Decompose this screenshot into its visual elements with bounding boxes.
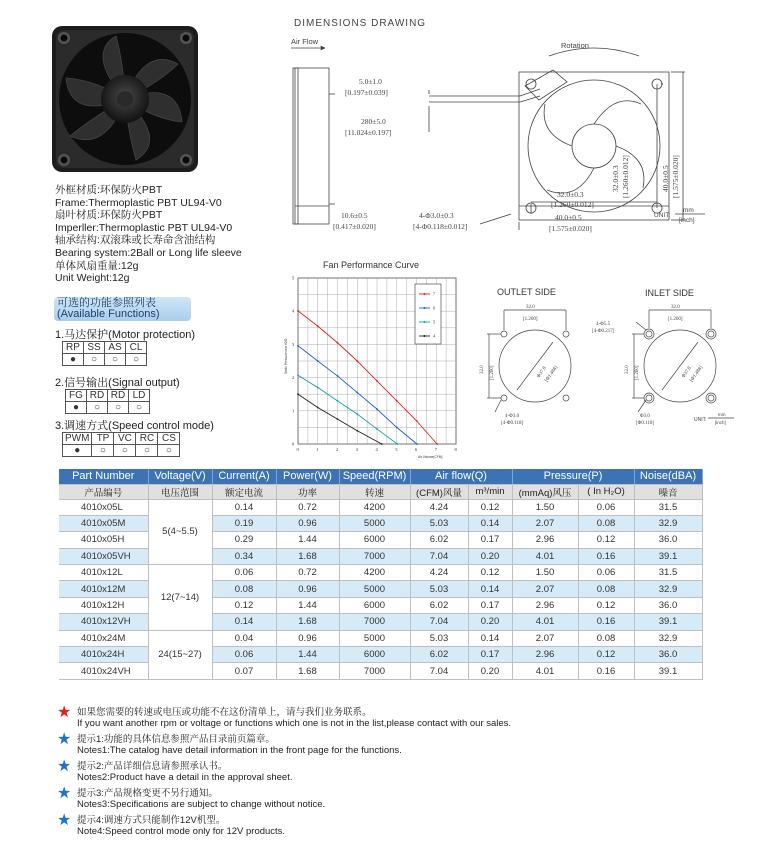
series-point-5 xyxy=(376,428,378,430)
series-point-6 xyxy=(297,345,299,347)
option-label: $\overline{RD}$ xyxy=(108,390,129,402)
table-cell: 1.68 xyxy=(276,614,339,630)
voltage-cell: 24(15~27) xyxy=(148,630,212,679)
option-label: RP xyxy=(63,342,84,354)
table-cell: 0.29 xyxy=(212,532,276,548)
subheader-cell: (mmAq)风压 xyxy=(512,484,578,499)
header-speed: Speed(RPM) xyxy=(339,469,410,484)
table-cell: 0.17 xyxy=(468,647,512,663)
outlet-hole-in: [4-Φ0.118] xyxy=(501,421,524,426)
series-point-5 xyxy=(297,374,299,376)
x-tick-label: 6 xyxy=(415,447,418,452)
y-tick-label: 0 xyxy=(292,441,295,447)
header-noise: Noise(dBA) xyxy=(634,469,702,484)
spec-line: 轴承结构:双滚珠或长寿命含油结构 xyxy=(55,234,216,247)
series-point-6 xyxy=(356,392,358,394)
dim-40-vert-in: [1.575±0.020] xyxy=(671,155,680,198)
legend-label: 7 xyxy=(433,291,436,297)
table-cell: 4.24 xyxy=(410,565,468,581)
dim-32-vert: 32.0±0.3 xyxy=(611,165,620,192)
series-point-4 xyxy=(381,443,383,445)
table-cell: 1.44 xyxy=(276,597,339,613)
spec-line: Bearing system:2Ball or Long life sleeve xyxy=(55,246,242,259)
note-item xyxy=(57,758,707,788)
outlet-side-drawing xyxy=(475,300,595,430)
series-point-7 xyxy=(376,380,378,382)
table-cell: 36.0 xyxy=(634,597,702,613)
part-number-cell: 4010x05L xyxy=(59,499,148,515)
option-label: RC xyxy=(136,433,158,445)
option-label: AS xyxy=(105,342,126,354)
available-functions-cn: 可选的功能参照列表 xyxy=(57,297,156,309)
inlet-dim-side-in: [1.260] xyxy=(635,365,640,380)
table-cell: 2.07 xyxy=(512,630,578,646)
motor-protection-table xyxy=(62,341,147,366)
option-label: CL xyxy=(126,342,147,354)
series-point-4 xyxy=(317,407,319,409)
table-cell: 5000 xyxy=(339,515,410,531)
dim-hole: 4-Φ3.0±0.3 xyxy=(419,211,454,220)
option-label: PWM xyxy=(63,433,92,445)
part-number-cell: 4010x24H xyxy=(59,647,148,663)
table-cell: 0.06 xyxy=(578,499,634,515)
y-axis-label: Static Pressure mm H2O xyxy=(284,338,288,374)
inlet-dim-top: 32.0 xyxy=(671,305,680,310)
table-cell: 0.12 xyxy=(578,647,634,663)
table-cell: 0.08 xyxy=(578,581,634,597)
dim-106: 10.6±0.5 xyxy=(341,211,368,220)
table-cell: 6000 xyxy=(339,532,410,548)
x-tick-label: 5 xyxy=(395,447,398,452)
part-number-cell: 4010x12M xyxy=(59,581,148,597)
part-number-cell: 4010x05VH xyxy=(59,548,148,564)
table-cell: 0.06 xyxy=(212,647,276,663)
series-point-7 xyxy=(337,342,339,344)
option-label: LD xyxy=(129,390,150,402)
x-tick-label: 7 xyxy=(434,447,437,452)
header-air-flow: Air flow(Q) xyxy=(410,469,512,484)
series-point-7 xyxy=(317,325,319,327)
note-item xyxy=(57,731,707,761)
notes-section xyxy=(57,704,707,842)
note-cn: 提示2:产品详细信息请参照承认书。 xyxy=(77,761,228,772)
table-cell: 4.01 xyxy=(512,663,578,679)
part-number-cell: 4010x12L xyxy=(59,565,148,581)
option-mark: ○ xyxy=(114,445,136,457)
table-cell: 4.01 xyxy=(512,548,578,564)
table-cell: 0.08 xyxy=(578,515,634,531)
table-cell: 0.14 xyxy=(212,499,276,515)
unit-mm: mm xyxy=(683,207,694,214)
option-mark: ○ xyxy=(129,402,150,414)
note-en: Notes3:Specifications are subject to change without notice. xyxy=(77,799,326,810)
material-specs xyxy=(55,184,242,285)
table-cell: 0.20 xyxy=(468,614,512,630)
header-voltage: Voltage(V) xyxy=(148,469,212,484)
table-subheader-row xyxy=(59,484,702,499)
subheader-cell: m³/min xyxy=(468,484,512,499)
dim-40-vert: 40.0±0.5 xyxy=(661,165,670,192)
subheader-cell: 电压范围 xyxy=(148,484,212,499)
table-cell: 7.04 xyxy=(410,614,468,630)
table-row xyxy=(59,630,702,646)
table-cell: 5000 xyxy=(339,581,410,597)
subheader-cell: 转速 xyxy=(339,484,410,499)
dim-280: 280±5.0 xyxy=(361,117,386,126)
table-cell: 7.04 xyxy=(410,663,468,679)
table-cell: 6.02 xyxy=(410,597,468,613)
series-point-7 xyxy=(416,420,418,422)
subheader-cell: 产品编号 xyxy=(59,484,148,499)
table-cell: 1.50 xyxy=(512,565,578,581)
table-cell: 0.12 xyxy=(578,532,634,548)
series-point-5 xyxy=(317,387,319,389)
table-row xyxy=(59,499,702,515)
spec-line: Frame:Thermoplastic PBT UL94-V0 xyxy=(55,196,222,209)
table-cell: 4200 xyxy=(339,499,410,515)
table-cell: 0.96 xyxy=(276,630,339,646)
legend-box xyxy=(415,284,441,344)
table-cell: 0.12 xyxy=(212,597,276,613)
series-point-6 xyxy=(337,375,339,377)
option-mark: ○ xyxy=(136,445,158,457)
option-mark: ○ xyxy=(87,402,108,414)
series-point-7 xyxy=(436,443,438,445)
dim-40-in: [1.575±0.020] xyxy=(549,224,592,233)
spec-line: 单体风扇重量:12g xyxy=(55,259,139,272)
outlet-dim-side: 32.0 xyxy=(480,365,485,374)
signal-output-table xyxy=(65,389,150,414)
part-number-cell: 4010x24M xyxy=(59,630,148,646)
outlet-dim-top: 32.0 xyxy=(526,305,535,310)
note-cn: 提示1:功能的具体信息参照产品目录前页篇章。 xyxy=(77,734,275,745)
table-cell: 0.06 xyxy=(578,565,634,581)
series-point-4 xyxy=(297,393,299,395)
table-cell: 0.12 xyxy=(468,499,512,515)
subheader-cell: 额定电流 xyxy=(212,484,276,499)
table-cell: 7000 xyxy=(339,548,410,564)
voltage-cell: 12(7~14) xyxy=(148,565,212,631)
table-cell: 0.14 xyxy=(468,515,512,531)
table-cell: 36.0 xyxy=(634,647,702,663)
legend-label: 6 xyxy=(433,305,436,311)
series-point-6 xyxy=(317,360,319,362)
note-cn: 提示4:调速方式只能制作12V机型。 xyxy=(77,815,226,826)
table-cell: 2.07 xyxy=(512,515,578,531)
inlet-hole-in: [Φ0.118] xyxy=(636,421,655,426)
air-flow-label: Air Flow xyxy=(291,37,319,46)
table-cell: 5.03 xyxy=(410,515,468,531)
option-label: RD xyxy=(87,390,108,402)
blue-star-icon: ★ xyxy=(57,785,72,802)
series-point-5 xyxy=(337,400,339,402)
y-tick-label: 3 xyxy=(292,341,295,347)
option-label: TP xyxy=(92,433,114,445)
subheader-cell: ( In H₂O) xyxy=(578,484,634,499)
dim-32: 32.0±0.3 xyxy=(557,190,584,199)
table-cell: 4200 xyxy=(339,565,410,581)
table-cell: 0.07 xyxy=(212,663,276,679)
dim-280-in: [11.024±0.197] xyxy=(345,128,392,137)
outlet-hole: 4-Φ3.0 xyxy=(505,414,520,419)
speed-control-title: 3.调速方式(Speed control mode) xyxy=(55,420,214,432)
x-tick-label: 1 xyxy=(316,447,319,452)
dim-106-in: [0.417±0.020] xyxy=(333,222,376,231)
header-current: Current(A) xyxy=(212,469,276,484)
rotation-label: Rotation xyxy=(561,41,589,50)
inlet-dim-top-in: [1.260] xyxy=(668,317,683,322)
legend-marker xyxy=(424,335,426,337)
option-mark: ● xyxy=(66,402,87,414)
series-point-7 xyxy=(297,310,299,312)
outlet-dim-top-in: [1.260] xyxy=(523,317,538,322)
part-number-cell: 4010x24VH xyxy=(59,663,148,679)
inlet-unit-inch: [inch] xyxy=(715,420,726,425)
table-cell: 6.02 xyxy=(410,532,468,548)
x-tick-label: 8 xyxy=(454,447,457,452)
table-cell: 39.1 xyxy=(634,663,702,679)
table-cell: 0.16 xyxy=(578,548,634,564)
table-cell: 4.01 xyxy=(512,614,578,630)
table-cell: 6.02 xyxy=(410,647,468,663)
dim-5: 5.0±1.0 xyxy=(359,77,382,86)
option-mark: ○ xyxy=(158,445,180,457)
table-cell: 4.24 xyxy=(410,499,468,515)
table-cell: 0.19 xyxy=(212,515,276,531)
table-cell: 39.1 xyxy=(634,548,702,564)
table-cell: 5000 xyxy=(339,630,410,646)
legend-label: 4 xyxy=(433,333,436,339)
table-cell: 6000 xyxy=(339,647,410,663)
table-cell: 1.44 xyxy=(276,532,339,548)
part-number-cell: 4010x12H xyxy=(59,597,148,613)
note-cn: 提示3:产品规格变更不另行通知。 xyxy=(77,788,218,799)
series-point-4 xyxy=(337,418,339,420)
legend-marker xyxy=(424,307,426,309)
inlet-side-title: INLET SIDE xyxy=(645,288,694,298)
option-mark: ● xyxy=(63,354,84,366)
note-item xyxy=(57,785,707,815)
inlet-dim-side: 32.0 xyxy=(625,365,630,374)
spec-line: Unit Weight:12g xyxy=(55,272,130,285)
series-point-7 xyxy=(356,360,358,362)
spec-line: 外框材质:环保防火PBT xyxy=(55,184,163,196)
red-star-icon: ★ xyxy=(57,704,72,721)
speed-control-table xyxy=(62,432,180,457)
inlet-dia-in: [Φ1.488] xyxy=(689,365,705,384)
table-cell: 0.96 xyxy=(276,515,339,531)
dim-hole-in: [4-Φ0.118±0.012] xyxy=(413,222,468,231)
inlet-side-drawing xyxy=(590,300,740,430)
outlet-side-title: OUTLET SIDE xyxy=(497,287,556,297)
available-functions-title xyxy=(57,298,160,320)
part-number-cell: 4010x12VH xyxy=(59,614,148,630)
inlet-hole-top-in: [4-Φ0.217] xyxy=(592,329,615,334)
table-cell: 0.16 xyxy=(578,663,634,679)
table-header-row xyxy=(59,469,702,484)
performance-curve-chart xyxy=(278,258,470,463)
table-cell: 1.68 xyxy=(276,548,339,564)
table-cell: 36.0 xyxy=(634,532,702,548)
signal-output-title: 2.信号输出(Signal output) xyxy=(55,377,180,389)
blue-star-icon: ★ xyxy=(57,812,72,829)
table-cell: 7.04 xyxy=(410,548,468,564)
series-point-4 xyxy=(356,430,358,432)
note-cn: 如果您需要的转速或电压或功能不在这份清单上，请与我们业务联系。 xyxy=(77,707,372,718)
table-cell: 0.14 xyxy=(468,581,512,597)
table-cell: 2.96 xyxy=(512,532,578,548)
table-cell: 0.12 xyxy=(578,597,634,613)
part-number-cell: 4010x05H xyxy=(59,532,148,548)
note-en: Notes2:Product have a detail in the approval sheet. xyxy=(77,772,293,783)
x-tick-label: 0 xyxy=(296,447,299,452)
table-cell: 0.12 xyxy=(468,565,512,581)
option-mark: ○ xyxy=(92,445,114,457)
table-cell: 32.9 xyxy=(634,630,702,646)
x-tick-label: 4 xyxy=(375,447,378,452)
legend-label: 5 xyxy=(433,319,436,325)
series-point-6 xyxy=(376,408,378,410)
table-cell: 0.17 xyxy=(468,532,512,548)
legend-marker xyxy=(424,321,426,323)
table-cell: 2.07 xyxy=(512,581,578,597)
available-functions-en: (Available Functions) xyxy=(57,308,160,320)
table-cell: 5.03 xyxy=(410,630,468,646)
table-cell: 1.68 xyxy=(276,663,339,679)
part-number-cell: 4010x05M xyxy=(59,515,148,531)
dim-5-in: [0.197±0.039] xyxy=(345,88,388,97)
header-part-number: Part Number xyxy=(59,469,148,484)
table-cell: 0.17 xyxy=(468,597,512,613)
table-cell: 0.20 xyxy=(468,663,512,679)
table-cell: 0.20 xyxy=(468,548,512,564)
table-cell: 31.5 xyxy=(634,499,702,515)
table-cell: 0.14 xyxy=(212,614,276,630)
option-mark: ○ xyxy=(105,354,126,366)
unit-inch: [inch] xyxy=(679,217,695,224)
option-label: FG xyxy=(66,390,87,402)
header-power: Power(W) xyxy=(276,469,339,484)
table-cell: 2.96 xyxy=(512,647,578,663)
table-cell: 5.03 xyxy=(410,581,468,597)
table-cell: 1.44 xyxy=(276,647,339,663)
option-label: SS xyxy=(84,342,105,354)
table-cell: 0.04 xyxy=(212,630,276,646)
option-mark: ○ xyxy=(126,354,147,366)
option-label: CS xyxy=(158,433,180,445)
fan-product-image xyxy=(50,24,200,174)
voltage-cell: 5(4~5.5) xyxy=(148,499,212,565)
option-label: VC xyxy=(114,433,136,445)
blue-star-icon: ★ xyxy=(57,758,72,775)
x-tick-label: 2 xyxy=(336,447,339,452)
series-point-6 xyxy=(396,427,398,429)
inlet-hole-top: 4-Φ5.5 xyxy=(596,322,611,327)
table-cell: 0.06 xyxy=(212,565,276,581)
note-en: Note4:Speed control mode only for 12V products. xyxy=(77,826,286,837)
x-axis-label: Air Volume(CFM) xyxy=(418,455,443,459)
y-tick-label: 4 xyxy=(292,308,295,314)
y-tick-label: 1 xyxy=(292,408,295,414)
table-cell: 0.16 xyxy=(578,614,634,630)
dim-32-in: [1.260±0.012] xyxy=(551,200,594,209)
y-tick-label: 2 xyxy=(292,375,295,381)
table-cell: 2.96 xyxy=(512,597,578,613)
series-point-6 xyxy=(416,443,418,445)
outlet-dia: Φ37.8 xyxy=(536,366,548,380)
inlet-dia: Φ37.8 xyxy=(681,366,693,380)
table-cell: 0.72 xyxy=(276,565,339,581)
table-cell: 0.34 xyxy=(212,548,276,564)
option-mark: ○ xyxy=(84,354,105,366)
x-tick-label: 3 xyxy=(355,447,358,452)
inlet-unit-mm: mm xyxy=(718,412,726,417)
subheader-cell: (CFM)风量 xyxy=(410,484,468,499)
header-pressure: Pressure(P) xyxy=(512,469,634,484)
subheader-cell: 功率 xyxy=(276,484,339,499)
table-cell: 32.9 xyxy=(634,515,702,531)
spec-line: 扇叶材质:环保防火PBT xyxy=(55,209,163,222)
note-en: Notes1:The catalog have detail information in the front page for the functions. xyxy=(77,745,402,756)
spec-line: Imperller:Thermoplastic PBT UL94-V0 xyxy=(55,221,233,234)
option-mark: ○ xyxy=(108,402,129,414)
series-point-7 xyxy=(396,400,398,402)
legend-marker xyxy=(424,293,426,295)
outlet-dim-side-in: [1.260] xyxy=(490,365,495,380)
table-cell: 0.08 xyxy=(212,581,276,597)
table-cell: 39.1 xyxy=(634,614,702,630)
note-en: If you want another rpm or voltage or functions which one is not in the list,please contact with our sales. xyxy=(77,718,512,729)
plot-area xyxy=(292,276,458,453)
table-cell: 1.50 xyxy=(512,499,578,515)
dimensions-drawing xyxy=(285,34,715,244)
inlet-hole: Φ3.0 xyxy=(640,414,650,419)
table-cell: 7000 xyxy=(339,614,410,630)
table-cell: 31.5 xyxy=(634,565,702,581)
outlet-dia-in: [Φ1.488] xyxy=(544,365,560,384)
table-row xyxy=(59,565,702,581)
table-cell: 7000 xyxy=(339,663,410,679)
dimensions-drawing-title: DIMENSIONS DRAWING xyxy=(294,18,427,29)
table-cell: 0.08 xyxy=(578,630,634,646)
table-cell: 0.96 xyxy=(276,581,339,597)
series-point-5 xyxy=(396,443,398,445)
table-cell: 6000 xyxy=(339,597,410,613)
option-mark: ● xyxy=(63,445,92,457)
series-point-5 xyxy=(356,413,358,415)
chart-title: Fan Performance Curve xyxy=(323,260,420,270)
note-item xyxy=(57,812,707,842)
note-item xyxy=(57,704,707,734)
unit-label: UNIT: xyxy=(654,212,671,219)
table-cell: 0.14 xyxy=(468,630,512,646)
y-tick-label: 5 xyxy=(292,275,295,281)
dim-40: 40.0±0.5 xyxy=(555,213,582,222)
inlet-unit-label: UNIT: xyxy=(694,417,707,423)
blue-star-icon: ★ xyxy=(57,731,72,748)
dim-32-vert-in: [1.260±0.012] xyxy=(621,155,630,198)
table-cell: 32.9 xyxy=(634,581,702,597)
table-cell: 0.72 xyxy=(276,499,339,515)
spec-table xyxy=(59,469,703,680)
subheader-cell: 噪音 xyxy=(634,484,702,499)
motor-protection-title: 1.马达保护(Motor protection) xyxy=(55,329,195,341)
